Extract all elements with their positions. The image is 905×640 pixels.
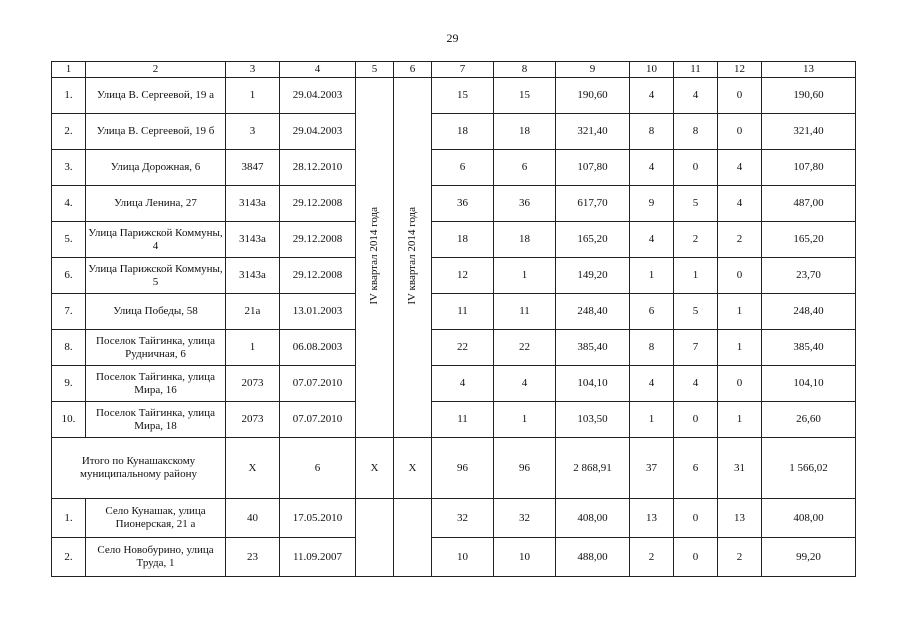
cell-12: 0 <box>718 258 762 294</box>
cell-7: 36 <box>432 186 494 222</box>
cell-13: 165,20 <box>762 222 856 258</box>
cell-13: 408,00 <box>762 499 856 538</box>
table-row <box>52 499 856 538</box>
table-row <box>52 330 856 366</box>
cell-8: 11 <box>494 294 556 330</box>
cell-11: 0 <box>674 538 718 577</box>
total-c3: Х <box>226 438 280 499</box>
row-number: 7. <box>52 294 86 330</box>
cell-7: 18 <box>432 114 494 150</box>
cell-8: 32 <box>494 499 556 538</box>
period-text: IV квартал 2014 года <box>406 206 418 305</box>
header-cell: 1 <box>52 62 86 78</box>
cell-12: 0 <box>718 114 762 150</box>
cell-4: 06.08.2003 <box>280 330 356 366</box>
row-number: 9. <box>52 366 86 402</box>
address-cell: Улица Парижской Коммуны, 5 <box>86 258 226 294</box>
total-c13: 1 566,02 <box>762 438 856 499</box>
cell-11: 2 <box>674 222 718 258</box>
cell-10: 9 <box>630 186 674 222</box>
cell-4: 07.07.2010 <box>280 402 356 438</box>
total-row <box>52 438 856 499</box>
cell-11: 0 <box>674 499 718 538</box>
row-number: 5. <box>52 222 86 258</box>
cell-11: 4 <box>674 78 718 114</box>
total-c10: 37 <box>630 438 674 499</box>
address-cell: Село Кунашак, улица Пионерская, 21 а <box>86 499 226 538</box>
cell-7: 22 <box>432 330 494 366</box>
cell-4: 17.05.2010 <box>280 499 356 538</box>
total-c7: 96 <box>432 438 494 499</box>
cell-9: 149,20 <box>556 258 630 294</box>
cell-13: 104,10 <box>762 366 856 402</box>
header-cell: 12 <box>718 62 762 78</box>
cell-4: 29.04.2003 <box>280 78 356 114</box>
cell-4: 29.12.2008 <box>280 186 356 222</box>
cell-10: 1 <box>630 402 674 438</box>
period-cell-5 <box>356 499 394 577</box>
address-cell: Село Новобурино, улица Труда, 1 <box>86 538 226 577</box>
cell-3: 40 <box>226 499 280 538</box>
page-number: 29 <box>446 31 459 45</box>
address-cell: Поселок Тайгинка, улица Мира, 18 <box>86 402 226 438</box>
row-number: 2. <box>52 114 86 150</box>
header-cell: 3 <box>226 62 280 78</box>
table-row <box>52 186 856 222</box>
cell-8: 4 <box>494 366 556 402</box>
cell-10: 8 <box>630 330 674 366</box>
cell-4: 13.01.2003 <box>280 294 356 330</box>
table-row <box>52 366 856 402</box>
cell-11: 1 <box>674 258 718 294</box>
header-row <box>52 62 856 78</box>
address-cell: Поселок Тайгинка, улица Рудничная, 6 <box>86 330 226 366</box>
cell-9: 248,40 <box>556 294 630 330</box>
row-number: 3. <box>52 150 86 186</box>
cell-11: 7 <box>674 330 718 366</box>
cell-3: 2073 <box>226 402 280 438</box>
address-cell: Поселок Тайгинка, улица Мира, 16 <box>86 366 226 402</box>
header-cell: 9 <box>556 62 630 78</box>
total-c12: 31 <box>718 438 762 499</box>
header-cell: 10 <box>630 62 674 78</box>
total-label: Итого по Кунашакскому муниципальному району <box>52 438 226 499</box>
cell-12: 4 <box>718 150 762 186</box>
address-cell: Улица Дорожная, 6 <box>86 150 226 186</box>
period-cell-6 <box>394 78 432 438</box>
row-number: 10. <box>52 402 86 438</box>
table-row <box>52 258 856 294</box>
cell-3: 21а <box>226 294 280 330</box>
cell-12: 2 <box>718 538 762 577</box>
cell-7: 15 <box>432 78 494 114</box>
cell-8: 1 <box>494 258 556 294</box>
row-number: 2. <box>52 538 86 577</box>
cell-12: 0 <box>718 366 762 402</box>
cell-8: 18 <box>494 114 556 150</box>
cell-10: 2 <box>630 538 674 577</box>
cell-10: 4 <box>630 78 674 114</box>
cell-10: 4 <box>630 222 674 258</box>
address-cell: Улица Победы, 58 <box>86 294 226 330</box>
header-cell: 5 <box>356 62 394 78</box>
row-number: 4. <box>52 186 86 222</box>
table-row <box>52 78 856 114</box>
table-row <box>52 150 856 186</box>
cell-9: 408,00 <box>556 499 630 538</box>
cell-8: 18 <box>494 222 556 258</box>
cell-3: 1 <box>226 330 280 366</box>
cell-12: 1 <box>718 294 762 330</box>
cell-13: 190,60 <box>762 78 856 114</box>
cell-4: 07.07.2010 <box>280 366 356 402</box>
cell-9: 385,40 <box>556 330 630 366</box>
cell-3: 2073 <box>226 366 280 402</box>
cell-10: 8 <box>630 114 674 150</box>
address-cell: Улица Парижской Коммуны, 4 <box>86 222 226 258</box>
cell-9: 488,00 <box>556 538 630 577</box>
cell-9: 165,20 <box>556 222 630 258</box>
cell-3: 23 <box>226 538 280 577</box>
cell-11: 0 <box>674 402 718 438</box>
total-c6: Х <box>394 438 432 499</box>
cell-10: 4 <box>630 150 674 186</box>
total-c4: 6 <box>280 438 356 499</box>
total-c11: 6 <box>674 438 718 499</box>
row-number: 1. <box>52 78 86 114</box>
table-row <box>52 222 856 258</box>
cell-13: 248,40 <box>762 294 856 330</box>
total-c8: 96 <box>494 438 556 499</box>
cell-12: 1 <box>718 330 762 366</box>
cell-8: 15 <box>494 78 556 114</box>
header-cell: 11 <box>674 62 718 78</box>
cell-9: 107,80 <box>556 150 630 186</box>
cell-3: 3143а <box>226 222 280 258</box>
cell-10: 13 <box>630 499 674 538</box>
cell-10: 6 <box>630 294 674 330</box>
cell-13: 487,00 <box>762 186 856 222</box>
cell-11: 8 <box>674 114 718 150</box>
header-cell: 7 <box>432 62 494 78</box>
table-row <box>52 538 856 577</box>
table-row <box>52 294 856 330</box>
cell-13: 385,40 <box>762 330 856 366</box>
cell-3: 3143а <box>226 186 280 222</box>
cell-11: 0 <box>674 150 718 186</box>
cell-4: 29.12.2008 <box>280 222 356 258</box>
cell-8: 1 <box>494 402 556 438</box>
cell-3: 3143а <box>226 258 280 294</box>
cell-12: 0 <box>718 78 762 114</box>
cell-7: 12 <box>432 258 494 294</box>
cell-9: 321,40 <box>556 114 630 150</box>
address-cell: Улица Ленина, 27 <box>86 186 226 222</box>
cell-13: 26,60 <box>762 402 856 438</box>
cell-12: 4 <box>718 186 762 222</box>
cell-11: 5 <box>674 186 718 222</box>
period-cell-6 <box>394 499 432 577</box>
cell-7: 4 <box>432 366 494 402</box>
cell-13: 321,40 <box>762 114 856 150</box>
cell-12: 2 <box>718 222 762 258</box>
header-cell: 13 <box>762 62 856 78</box>
cell-7: 6 <box>432 150 494 186</box>
cell-12: 1 <box>718 402 762 438</box>
cell-9: 617,70 <box>556 186 630 222</box>
row-number: 6. <box>52 258 86 294</box>
cell-13: 107,80 <box>762 150 856 186</box>
row-number: 1. <box>52 499 86 538</box>
cell-9: 103,50 <box>556 402 630 438</box>
period-text: IV квартал 2014 года <box>368 206 380 305</box>
cell-7: 11 <box>432 402 494 438</box>
table-row <box>52 114 856 150</box>
cell-4: 29.12.2008 <box>280 258 356 294</box>
table-row <box>52 402 856 438</box>
cell-7: 18 <box>432 222 494 258</box>
total-c5: Х <box>356 438 394 499</box>
cell-10: 4 <box>630 366 674 402</box>
cell-9: 190,60 <box>556 78 630 114</box>
cell-3: 3847 <box>226 150 280 186</box>
cell-4: 11.09.2007 <box>280 538 356 577</box>
housing-table <box>51 61 856 577</box>
cell-9: 104,10 <box>556 366 630 402</box>
cell-12: 13 <box>718 499 762 538</box>
header-cell: 6 <box>394 62 432 78</box>
cell-7: 11 <box>432 294 494 330</box>
cell-11: 4 <box>674 366 718 402</box>
cell-8: 10 <box>494 538 556 577</box>
cell-8: 6 <box>494 150 556 186</box>
header-cell: 8 <box>494 62 556 78</box>
address-cell: Улица В. Сергеевой, 19 а <box>86 78 226 114</box>
cell-4: 29.04.2003 <box>280 114 356 150</box>
cell-11: 5 <box>674 294 718 330</box>
cell-3: 1 <box>226 78 280 114</box>
cell-7: 32 <box>432 499 494 538</box>
cell-4: 28.12.2010 <box>280 150 356 186</box>
cell-8: 22 <box>494 330 556 366</box>
cell-13: 99,20 <box>762 538 856 577</box>
cell-13: 23,70 <box>762 258 856 294</box>
row-number: 8. <box>52 330 86 366</box>
cell-3: 3 <box>226 114 280 150</box>
address-cell: Улица В. Сергеевой, 19 б <box>86 114 226 150</box>
header-cell: 2 <box>86 62 226 78</box>
total-c9: 2 868,91 <box>556 438 630 499</box>
cell-10: 1 <box>630 258 674 294</box>
cell-8: 36 <box>494 186 556 222</box>
cell-7: 10 <box>432 538 494 577</box>
header-cell: 4 <box>280 62 356 78</box>
period-cell-5 <box>356 78 394 438</box>
